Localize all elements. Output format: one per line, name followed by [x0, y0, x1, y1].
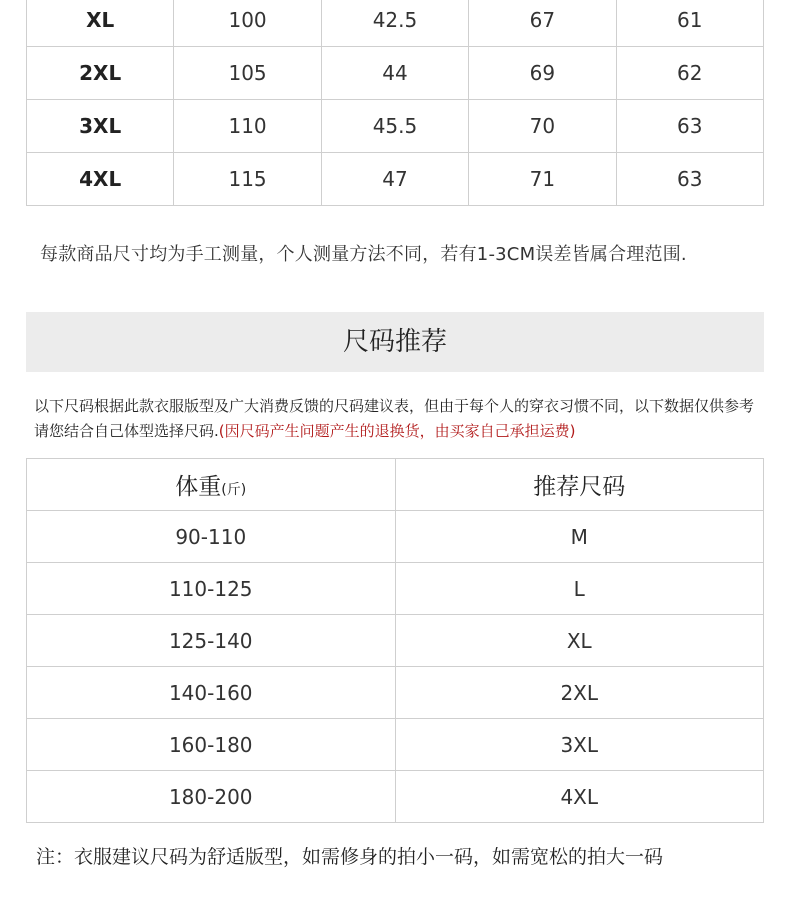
size-cell: L: [395, 563, 764, 615]
size-cell: 4XL: [27, 153, 174, 206]
value-cell: 47: [321, 153, 468, 206]
value-cell: 63: [616, 100, 763, 153]
value-cell: 115: [174, 153, 321, 206]
weight-cell: 110-125: [27, 563, 396, 615]
table-row: [27, 771, 764, 823]
recommend-title: 尺码推荐: [26, 312, 764, 372]
value-cell: 45.5: [321, 100, 468, 153]
value-cell: 69: [469, 47, 616, 100]
table-row: [27, 47, 764, 100]
table-row: [27, 100, 764, 153]
value-cell: 71: [469, 153, 616, 206]
table-row: [27, 615, 764, 667]
value-cell: 105: [174, 47, 321, 100]
description-text: 以下尺码根据此款衣服版型及广大消费反馈的尺码建议表，但由于每个人的穿衣习惯不同，以下数据仅供参考请您结合自己体型选择尺码.: [34, 397, 755, 440]
size-table: [26, 0, 764, 206]
weight-header-label: 体重: [175, 474, 222, 500]
value-cell: 44: [321, 47, 468, 100]
size-cell: M: [395, 511, 764, 563]
table-row: [27, 511, 764, 563]
table-row: [27, 153, 764, 206]
table-header-row: [27, 459, 764, 511]
size-cell: 3XL: [27, 100, 174, 153]
footer-note: 注：衣服建议尺码为舒适版型，如需修身的拍小一码，如需宽松的拍大一码: [36, 846, 664, 868]
table-row: [27, 719, 764, 771]
measure-note: 每款商品尺寸均为手工测量，个人测量方法不同，若有1-3CM误差皆属合理范围.: [40, 244, 687, 265]
size-header: 推荐尺码: [395, 459, 764, 511]
size-cell: 2XL: [27, 47, 174, 100]
weight-cell: 180-200: [27, 771, 396, 823]
value-cell: 100: [174, 0, 321, 47]
disclaimer-text: (因尺码产生问题产生的退换货，由买家自己承担运费): [218, 422, 576, 440]
value-cell: 67: [469, 0, 616, 47]
table-row: [27, 563, 764, 615]
value-cell: 42.5: [321, 0, 468, 47]
value-cell: 62: [616, 47, 763, 100]
weight-cell: 160-180: [27, 719, 396, 771]
value-cell: 63: [616, 153, 763, 206]
size-cell: 4XL: [395, 771, 764, 823]
weight-header: [27, 459, 396, 511]
size-cell: XL: [27, 0, 174, 47]
table-row: [27, 0, 764, 47]
weight-cell: 140-160: [27, 667, 396, 719]
weight-cell: 90-110: [27, 511, 396, 563]
recommend-description: [34, 394, 762, 444]
size-cell: XL: [395, 615, 764, 667]
size-cell: 3XL: [395, 719, 764, 771]
value-cell: 61: [616, 0, 763, 47]
value-cell: 110: [174, 100, 321, 153]
value-cell: 70: [469, 100, 616, 153]
table-row: [27, 667, 764, 719]
weight-unit: (斤): [221, 482, 247, 498]
weight-cell: 125-140: [27, 615, 396, 667]
size-cell: 2XL: [395, 667, 764, 719]
recommend-table: [26, 458, 764, 823]
